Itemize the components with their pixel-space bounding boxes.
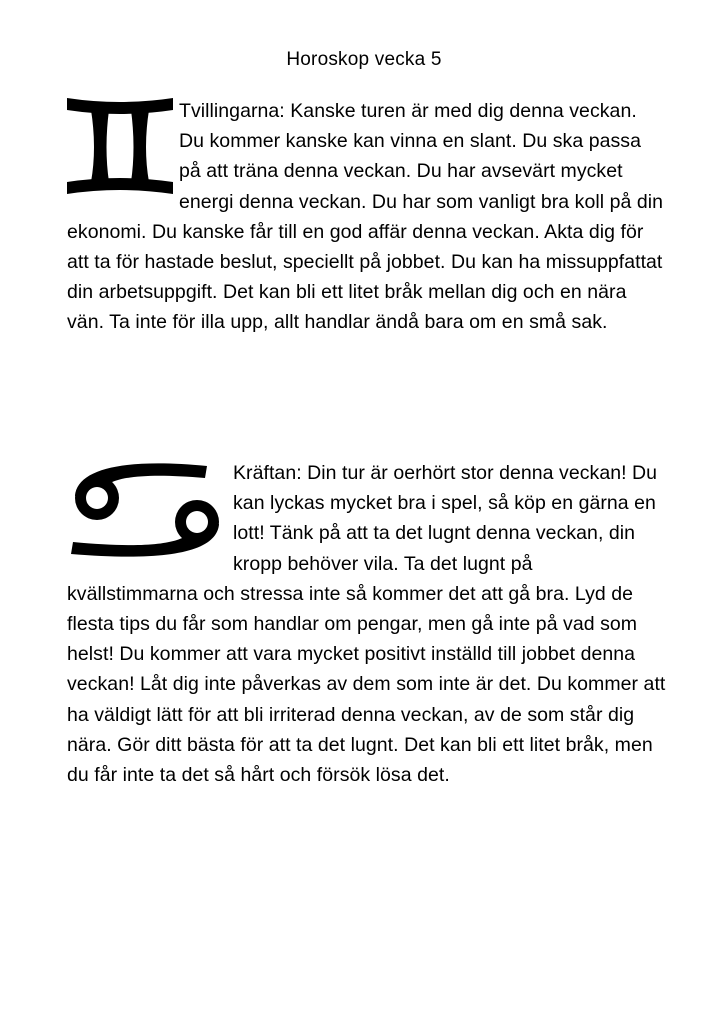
- cancer-icon: [67, 458, 227, 562]
- gemini-horoscope-text: Tvillingarna: Kanske turen är med dig denna veckan. Du kommer kanske kan vinna en slant. Du ska passa på att träna denna veckan. Du har avsevärt mycket energi denna veckan. Du har som vanligt bra koll på din ekonomi. Du kanske får till en god affär denna veckan. Akta dig för att ta för hastade beslut, speciellt på jobbet. Du kan ha missuppfattat din arbetsuppgift. Det kan bli ett litet bråk mellan dig och en nära vän. Ta inte för illa upp, allt handlar ändå bara om en små sak.: [67, 100, 664, 334]
- horoscope-section-cancer: [67, 458, 667, 790]
- horoscope-section-gemini: [67, 96, 667, 338]
- gemini-icon: [67, 96, 173, 196]
- cancer-horoscope-text: Kräftan: Din tur är oerhört stor denna veckan! Du kan lyckas mycket bra i spel, så köp en gärna en lott! Tänk på att ta det lugnt denna veckan, din kropp behöver vila. Ta det lugnt på kvällstimmarna och stressa inte så kommer det att gå bra. Lyd de flesta tips du får som handlar om pengar, men gå inte på vad som helst! Du kommer att vara mycket positivt inställd till jobbet denna veckan! Låt dig inte påverkas av dem som inte är det. Du kommer att ha väldigt lätt för att bli irriterad denna veckan, av de som står dig nära. Gör ditt bästa för att ta det lugnt. Det kan bli ett litet bråk, men du får inte ta det så hårt och försök lösa det.: [67, 462, 666, 787]
- page-title: Horoskop vecka 5: [286, 49, 442, 70]
